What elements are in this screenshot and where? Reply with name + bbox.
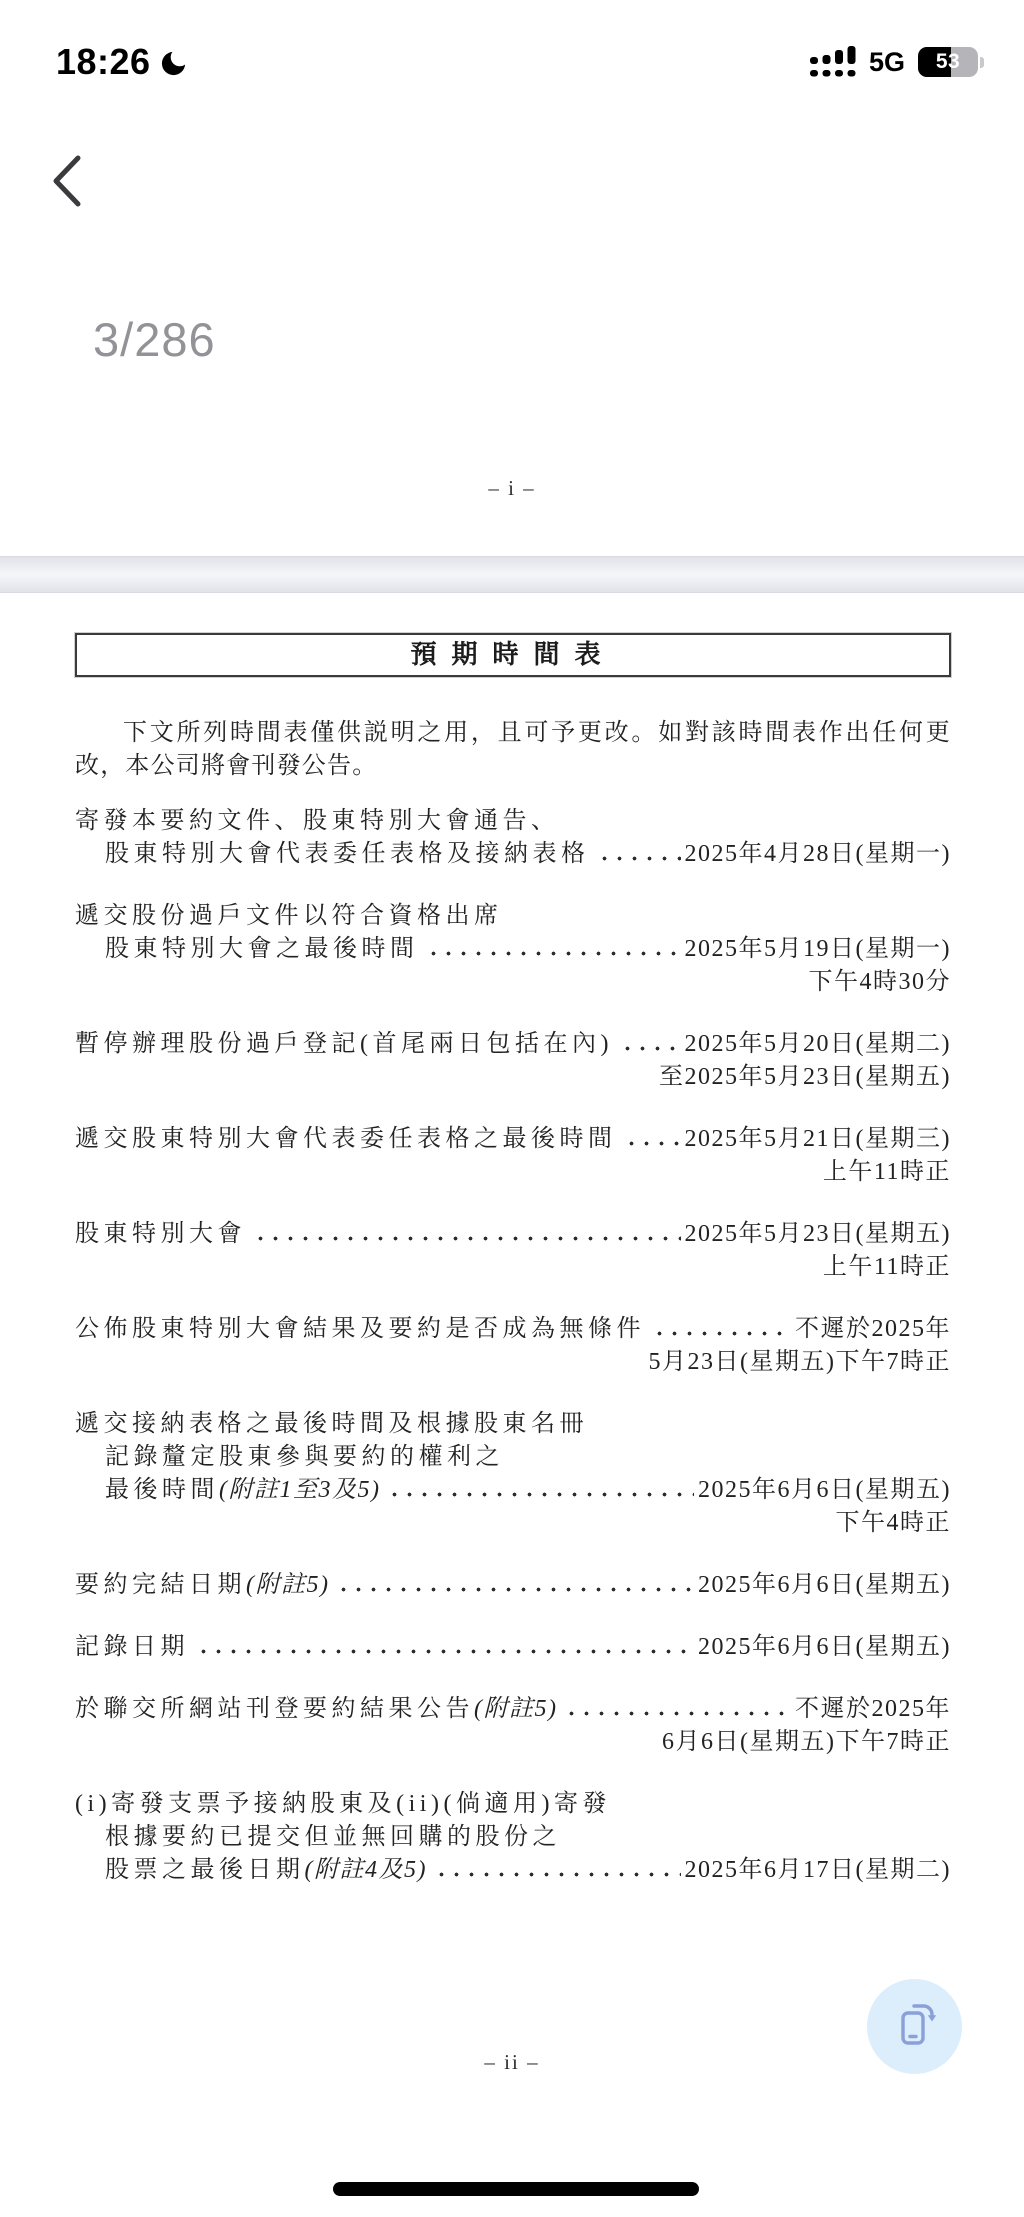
timetable-line [75, 1313, 951, 1346]
timetable-event-text: 股東特別大會之最後時間 [105, 936, 419, 962]
dotted-leader [652, 1331, 791, 1336]
timetable-line [75, 900, 951, 933]
page-number-footer: – ii – [484, 2050, 540, 2074]
timetable-date-value: 2025年5月20日(星期二) [684, 1031, 951, 1057]
timetable-event-label [105, 1821, 561, 1854]
dotted-leader [597, 856, 681, 861]
timetable-event-text: 遞交接納表格之最後時間及根據股東名冊 [75, 1411, 588, 1437]
timetable-entry [75, 1788, 951, 1887]
timetable-line [75, 1028, 951, 1061]
timetable-line [75, 1061, 951, 1094]
timetable-line [75, 1251, 951, 1284]
timetable-line [75, 1346, 951, 1379]
timetable-time-value: 下午4時30分 [808, 969, 951, 995]
timetable-event-label [105, 1441, 504, 1474]
dotted-leader [564, 1711, 791, 1716]
clock: 18:26 [56, 41, 151, 82]
timetable-event-text: 寄發本要約文件、股東特別大會通告、 [75, 808, 560, 834]
timetable-time-value: 下午4時正 [835, 1510, 951, 1536]
timetable-line [75, 1123, 951, 1156]
timetable-event-text: 遞交股份過戶文件以符合資格出席 [75, 903, 503, 929]
timetable-entry [75, 1028, 951, 1094]
document-page [75, 633, 951, 1916]
timetable-line [75, 1788, 951, 1821]
timetable-line [75, 966, 951, 999]
document-title: 預期時間表 [410, 640, 616, 669]
timetable-line [75, 1821, 951, 1854]
timetable-event-text: 股東特別大會 [75, 1221, 246, 1247]
timetable-event-label [105, 933, 419, 966]
timetable-entry [75, 1123, 951, 1189]
timetable-event-text: 股票之最後日期 [105, 1857, 305, 1883]
timetable-entry [75, 1408, 951, 1540]
timetable-line [75, 933, 951, 966]
timetable-date-value: 2025年5月23日(星期五) [684, 1221, 951, 1247]
timetable-line [75, 805, 951, 838]
timetable-event-text: (i)寄發支票予接納股東及(ii)(倘適用)寄發 [75, 1791, 611, 1817]
timetable-event-text: 最後時間 [105, 1477, 219, 1503]
dotted-leader [426, 951, 681, 956]
timetable-event-label [75, 1123, 617, 1156]
timetable-time-value: 5月23日(星期五)下午7時正 [648, 1349, 951, 1375]
timetable-event-text: 遞交股東特別大會代表委任表格之最後時間 [75, 1126, 617, 1152]
timetable-event-text: 公佈股東特別大會結果及要約是否成為無條件 [75, 1316, 645, 1342]
timetable-date-value: 2025年6月17日(星期二) [684, 1857, 951, 1883]
timetable-event-label [75, 1788, 611, 1821]
timetable-entry [75, 900, 951, 999]
timetable-date-value: 2025年5月21日(星期三) [684, 1126, 951, 1152]
timetable-event-label [105, 1854, 427, 1887]
timetable-event-text: 於聯交所網站刊登要約結果公告 [75, 1696, 474, 1722]
timetable-time-value: 6月6日(星期五)下午7時正 [662, 1729, 951, 1755]
timetable-note: (附註5) [246, 1572, 330, 1598]
page-indicator: 3/286 [93, 313, 216, 366]
timetable-line [75, 1569, 951, 1602]
page-gap-separator [0, 556, 1024, 593]
timetable-entry [75, 1569, 951, 1602]
timetable-event-label [75, 900, 503, 933]
timetable-date-value: 不遲於2025年 [795, 1316, 951, 1342]
timetable-event-text: 股東特別大會代表委任表格及接納表格 [105, 841, 590, 867]
timetable-time-value: 至2025年5月23日(星期五) [659, 1064, 951, 1090]
timetable-note: (附註4及5) [304, 1857, 427, 1883]
timetable-date-value: 2025年6月6日(星期五) [698, 1634, 951, 1660]
timetable-entry [75, 805, 951, 871]
network-type-label: 5G [868, 46, 905, 77]
timetable [75, 805, 951, 1887]
dotted-leader [336, 1587, 694, 1592]
timetable-line [75, 1441, 951, 1474]
timetable-event-text: 記錄釐定股東參與要約的權利之 [105, 1444, 504, 1470]
timetable-event-text: 要約完結日期 [75, 1572, 246, 1598]
dotted-leader [624, 1141, 681, 1146]
timetable-line [75, 1854, 951, 1887]
timetable-event-label [75, 1693, 557, 1726]
dotted-leader [387, 1492, 694, 1497]
timetable-date-value: 2025年5月19日(星期一) [684, 936, 951, 962]
timetable-date-value: 2025年4月28日(星期一) [684, 841, 951, 867]
timetable-date-value: 2025年6月6日(星期五) [698, 1477, 951, 1503]
rotate-device-icon [887, 1999, 943, 2055]
battery-percent-label: 53 [935, 50, 961, 73]
timetable-event-label [75, 1313, 645, 1346]
timetable-line [75, 1507, 951, 1540]
dotted-leader [620, 1046, 681, 1051]
timetable-time-value: 上午11時正 [822, 1159, 951, 1185]
timetable-event-label [105, 838, 590, 871]
timetable-event-text: 根據要約已提交但並無回購的股份之 [105, 1824, 561, 1850]
dotted-leader [253, 1236, 681, 1241]
timetable-line [75, 838, 951, 871]
timetable-entry [75, 1693, 951, 1759]
timetable-line [75, 1408, 951, 1441]
timetable-event-label [75, 1028, 613, 1061]
intro-paragraph: 下文所列時間表僅供説明之用，且可予更改。如對該時間表作出任何更改，本公司將會刊發公告。 [75, 720, 951, 779]
timetable-entry [75, 1631, 951, 1664]
timetable-line [75, 1693, 951, 1726]
timetable-note: (附註5) [474, 1696, 558, 1722]
timetable-date-value: 2025年6月6日(星期五) [698, 1572, 951, 1598]
timetable-event-label [75, 1408, 588, 1441]
timetable-line [75, 1726, 951, 1759]
dotted-leader [196, 1649, 694, 1654]
timetable-line [75, 1218, 951, 1251]
home-indicator[interactable] [333, 2182, 699, 2196]
dotted-leader [434, 1872, 681, 1877]
timetable-event-label [75, 1569, 329, 1602]
timetable-time-value: 上午11時正 [822, 1254, 951, 1280]
timetable-event-label [75, 805, 560, 838]
timetable-event-label [75, 1631, 189, 1664]
timetable-line [75, 1631, 951, 1664]
timetable-entry [75, 1218, 951, 1284]
document-title-box [75, 633, 951, 677]
timetable-date-value: 不遲於2025年 [795, 1696, 951, 1722]
timetable-event-text: 記錄日期 [75, 1634, 189, 1660]
timetable-line [75, 1156, 951, 1189]
timetable-event-label [105, 1474, 380, 1507]
timetable-line [75, 1474, 951, 1507]
rotate-device-button[interactable] [867, 1979, 962, 2074]
timetable-note: (附註1至3及5) [219, 1477, 381, 1503]
prev-page-number-footer: – i – [488, 476, 536, 500]
timetable-event-text: 暫停辦理股份過戶登記(首尾兩日包括在內) [75, 1031, 613, 1057]
timetable-entry [75, 1313, 951, 1379]
timetable-event-label [75, 1218, 246, 1251]
